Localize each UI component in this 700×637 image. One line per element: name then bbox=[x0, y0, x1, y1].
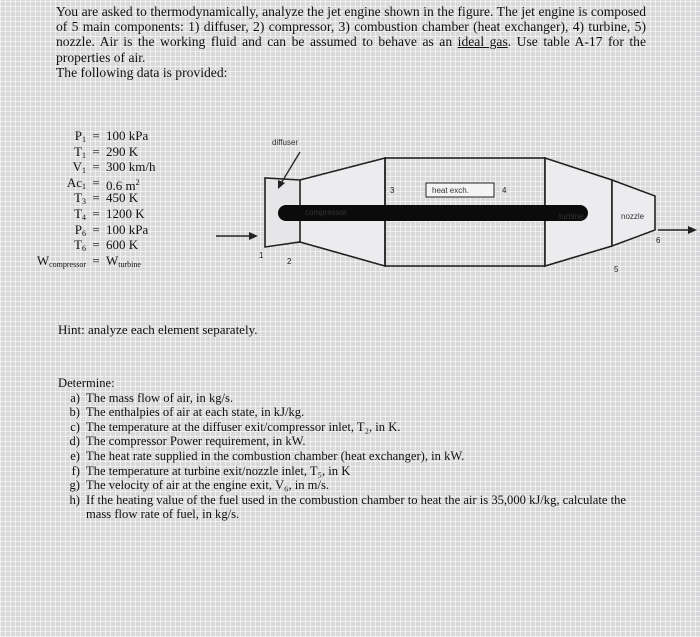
state-2-label: 2 bbox=[287, 257, 292, 266]
question-item: a) The mass flow of air, in kg/s. bbox=[70, 390, 234, 405]
question-item: h) If the heating value of the fuel used in the combustion chamber to heat the air is 35,000 kJ/kg, calculate the mass flow rate of fuel, in kg/s. bbox=[69, 492, 626, 522]
intro-text-b: . Use table A-17 for the properties of air. bbox=[56, 34, 647, 65]
ideal-gas-term: ideal gas bbox=[457, 34, 508, 50]
compressor-label: compressor bbox=[305, 208, 347, 217]
given-row: $T_1$ = 290 K bbox=[74, 143, 139, 160]
heat-exch-label: heat exch. bbox=[432, 186, 469, 195]
given-row: $V_1$ = 300 km/h bbox=[72, 159, 156, 176]
given-row: $T_4$ = 1200 K bbox=[74, 205, 145, 222]
question-item: d) The compressor Power requirement, in kW. bbox=[69, 434, 306, 449]
state-5-label: 5 bbox=[614, 265, 619, 274]
hint-text: Hint: analyze each element separately. bbox=[58, 322, 258, 337]
question-item: b) The enthalpies of air at each state, in kJ/kg. bbox=[69, 405, 305, 420]
inlet-arrow-head bbox=[249, 232, 258, 240]
question-item: f) The temperature at turbine exit/nozzle inlet, T₅, in K bbox=[71, 463, 351, 478]
state-6-label: 6 bbox=[656, 236, 661, 245]
data-line: The following data is provided: bbox=[56, 64, 228, 80]
given-row: $P_1$ = 100 kPa bbox=[74, 128, 149, 144]
given-row: $T_3$ = 450 K bbox=[74, 190, 139, 207]
diffuser-label: diffuser bbox=[272, 138, 299, 147]
question-item: e) The heat rate supplied in the combustion chamber (heat exchanger), in kW. bbox=[70, 448, 465, 463]
state-3-label: 3 bbox=[390, 186, 395, 195]
nozzle-label: nozzle bbox=[621, 212, 645, 221]
given-row: $P_6$ = 100 kPa bbox=[74, 221, 149, 238]
exit-arrow-head bbox=[688, 226, 697, 234]
given-row: $T_6$ = 600 K bbox=[74, 237, 139, 254]
question-item: c) The temperature at the diffuser exit/compressor inlet, T₂, in K. bbox=[70, 419, 401, 434]
state-1-label: 1 bbox=[259, 251, 264, 260]
given-row: $Ac_1$ = 0.6 $m^2$ bbox=[66, 174, 140, 193]
determine-title: Determine: bbox=[58, 376, 115, 390]
intro-text-a: You are asked to thermodynamically, analyze the jet engine shown in the figure. The jet engine is composed of 5 main components: 1) diffuser, 2) compressor, 3) combustion chamber (heat exchanger), 4) turbine, 5) nozzle. Air is the working fluid and can be assumed to behave as an bbox=[56, 4, 646, 50]
state-4-label: 4 bbox=[502, 186, 507, 195]
question-item: g) The velocity of air at the engine exit, V₆, in m/s. bbox=[69, 478, 330, 493]
turbine-label: turbine bbox=[559, 212, 584, 221]
given-row: $W_{compressor}$ = $W_{turbine}$ bbox=[36, 252, 141, 269]
determine-list bbox=[58, 376, 646, 522]
